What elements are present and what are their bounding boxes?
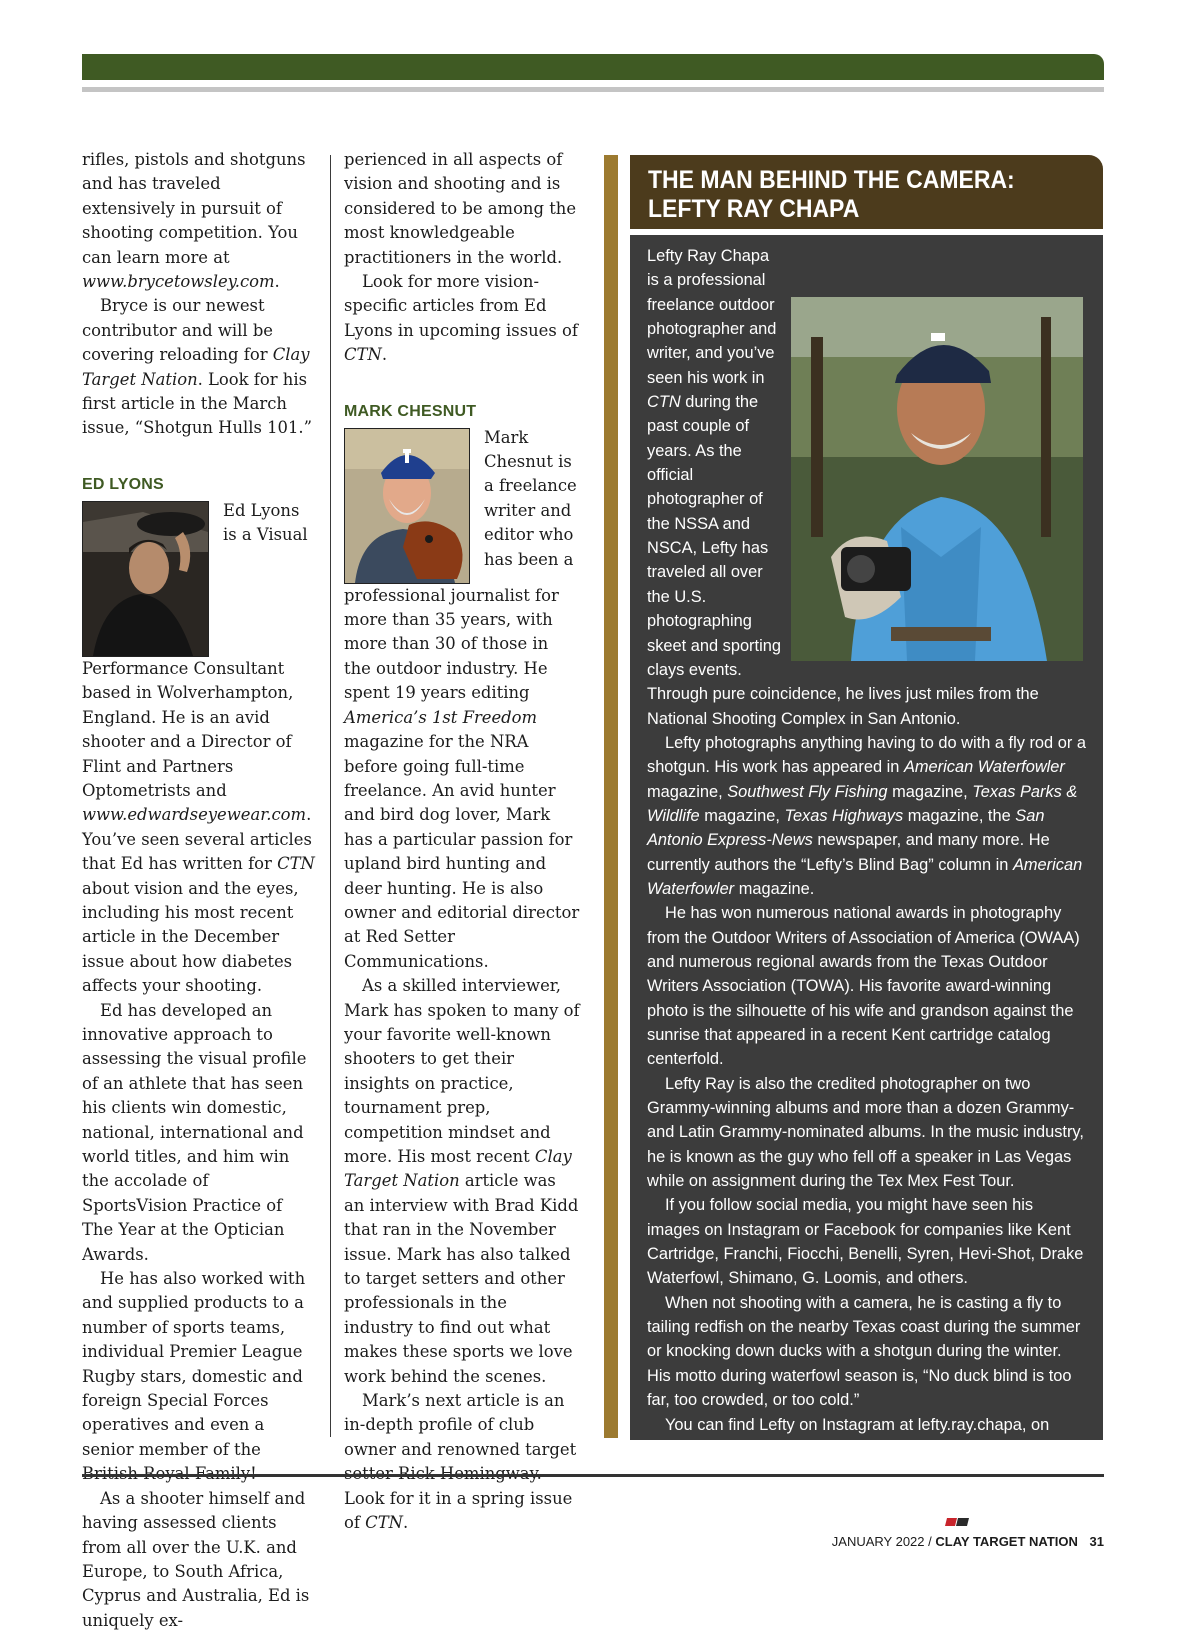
mark-chesnut-photo <box>344 428 470 584</box>
sidebar-body <box>630 235 1103 1531</box>
ed-lyons-photo <box>82 501 209 657</box>
sidebar-accent-bar <box>604 155 618 1438</box>
column-1 <box>82 148 318 1633</box>
sidebar-paragraph-4: Lefty Ray is also the credited photographer on two Grammy-winning albums and more than a dozen Grammy- and Latin Grammy-nominated albums. In the music industry, he is known as the guy who fell off a speaker in Las Vegas while on assignment during the Tex Mex Fest Tour. <box>647 1074 1084 1191</box>
footer-rule <box>82 1474 1104 1477</box>
ed-lyons-heading: ED LYONS <box>82 475 164 493</box>
sidebar-paragraph-2: Lefty photographs anything having to do with a fly rod or a shotgun. His work has appeared in American Waterfowler magazine, Southwest Fly Fishing magazine, Texas Parks & Wildlife magazine, Texas Highways magazine, the San Antonio Express-News newspaper, and many more. He currently authors the “Lefty’s Blind Bag” column in American Waterfowler magazine. <box>647 733 1086 898</box>
page-number: 31 <box>1089 1534 1104 1549</box>
ed-lyons-paragraph-1: Ed Lyons is a Visual Performance Consultant based in Wolverhampton, England. He is an avid shooter and a Director of Flint and Partners Optometrists and www.edwardseyewear.com. You’ve seen several articles that Ed has written for CTN about vision and the eyes, including his most recent article in the December issue about how diabetes affects your shooting. <box>82 500 315 996</box>
footer-issue-date: JANUARY 2022 / <box>831 1534 932 1549</box>
column-divider <box>330 155 331 1437</box>
mark-chesnut-paragraph-3: Mark’s next article is an in-depth profile of club owner and renowned target Look for it in a spring issue of CTN. <box>344 1391 577 1533</box>
lefty-ray-chapa-photo <box>791 297 1083 661</box>
sidebar-header <box>630 155 1103 229</box>
footer-magazine-name: CLAY TARGET NATION <box>935 1534 1078 1549</box>
ed-lyons-paragraph-6: Look for more vision-specific articles from Ed Lyons in upcoming issues of CTN. <box>344 272 578 365</box>
header-bar <box>82 54 1104 80</box>
sidebar-paragraph-1: Lefty Ray Chapa is a professional freelance outdoor photographer and writer, and you’ve seen his work in CTN during the past couple of years. As the official photographer of the NSSA and NSCA, Lefty has traveled all over the U.S. photographing skeet and sporting clays events. Through pure coincidence, he lives just miles from the National Shooting Complex in San Antonio. <box>647 247 1039 728</box>
ed-lyons-paragraph-4: As a shooter himself and having assessed clients from all over the U.K. and Europe, to South Africa, Cyprus and Australia, Ed is uniquely ex- <box>82 1488 310 1630</box>
sidebar-title: THE MAN BEHIND THE CAMERA: LEFTY RAY CHAPA <box>648 166 1015 223</box>
ed-lyons-paragraph-5: perienced in all aspects of vision and shooting and is considered to be among the most knowledgeable practitioners in the world. <box>344 150 577 267</box>
sidebar-paragraph-6: When not shooting with a camera, he is casting a fly to tailing redfish on the nearby Texas coast during the summer or knocking down ducks with a shotgun during the winter. His motto during waterfowl season is, “No duck blind is too far, too crowded, or too cold.” <box>647 1293 1081 1410</box>
column-2 <box>344 148 580 1536</box>
sidebar-paragraph-7: You can find Lefty on Instagram at lefty.ray.chapa, on Facebook as Lefty Ray, on Twitter as @LeftyRay, or via the lens at an event, give him a thumbs-up and a smile. You might find yourself on the pages of CTN! <box>647 1415 1081 1531</box>
bryce-paragraph-2: Bryce is our newest contributor and will be covering reloading for Clay Target Nation. Look for his first article in the March issue, “Shotgun Hulls 101.” <box>82 296 313 438</box>
sidebar-paragraph-3: He has won numerous national awards in photography from the Outdoor Writers of Association of America (OWAA) and numerous regional awards from the Texas Outdoor Writers Association (TOWA). His favorite award-winning photo is the silhouette of his wife and grandson against the sunrise that appeared in a recent Kent cartridge catalog centerfold. <box>647 904 1080 1069</box>
page-footer <box>832 1534 1104 1549</box>
sidebar-text <box>647 244 1089 1534</box>
ed-lyons-paragraph-2: Ed has developed an innovative approach to assessing the visual profile of an athlete that has seen his clients win domestic, national, international and world titles, and him win the accolade of SportsVision Practice of The Year at the Optician Awards. <box>82 1000 307 1264</box>
ed-lyons-paragraph-3: He has also worked with and supplied products to a number of sports teams, individual Premier League Rugby stars, domestic and foreign Special Forces operatives and even a senior member of the <box>82 1269 306 1459</box>
sidebar-paragraph-5: If you follow social media, you might have seen his images on Instagram or Facebook for companies like Kent Cartridge, Franchi, Fiocchi, Benelli, Syren, Hevi-Shot, Drake Waterfowl, Shimano, G. Loomis, and others. <box>647 1196 1084 1288</box>
mark-chesnut-paragraph-2: As a skilled interviewer, Mark has spoken to many of your favorite well-known shooters to get their insights on practice, tournament prep, competition mindset and more. His most recent Clay Target Nation article was an interview with Brad Kidd that ran in the November issue. Mark has also talked to target setters and other professionals in the industry to find out what makes these sports we love work behind the scenes. <box>344 976 580 1386</box>
ed-lyons-website-link[interactable]: www.edwardseyewear.com <box>82 805 307 825</box>
ctn-end-mark-icon <box>945 1516 969 1528</box>
bryce-website-link[interactable]: www.brycetowsley.com <box>82 272 275 292</box>
mark-chesnut-paragraph-1: Mark Chesnut is a freelance writer and editor who has been a professional journalist for more than 35 years, with more than 30 of those in the outdoor industry. He spent 19 years editing America’s 1st Freedom magazine for the NRA before going full-time freelance. An avid hunter and bird dog lover, Mark has a particular passion for upland bird hunting and deer hunting. He is also owner and editorial director at Red Setter Communications. <box>344 427 580 971</box>
header-rule <box>82 87 1104 92</box>
mark-chesnut-heading: MARK CHESNUT <box>344 402 477 420</box>
bryce-paragraph-1: rifles, pistols and shotguns and has traveled extensively in pursuit of shooting competition. You can learn more at www.brycetowsley.com. <box>82 150 306 292</box>
